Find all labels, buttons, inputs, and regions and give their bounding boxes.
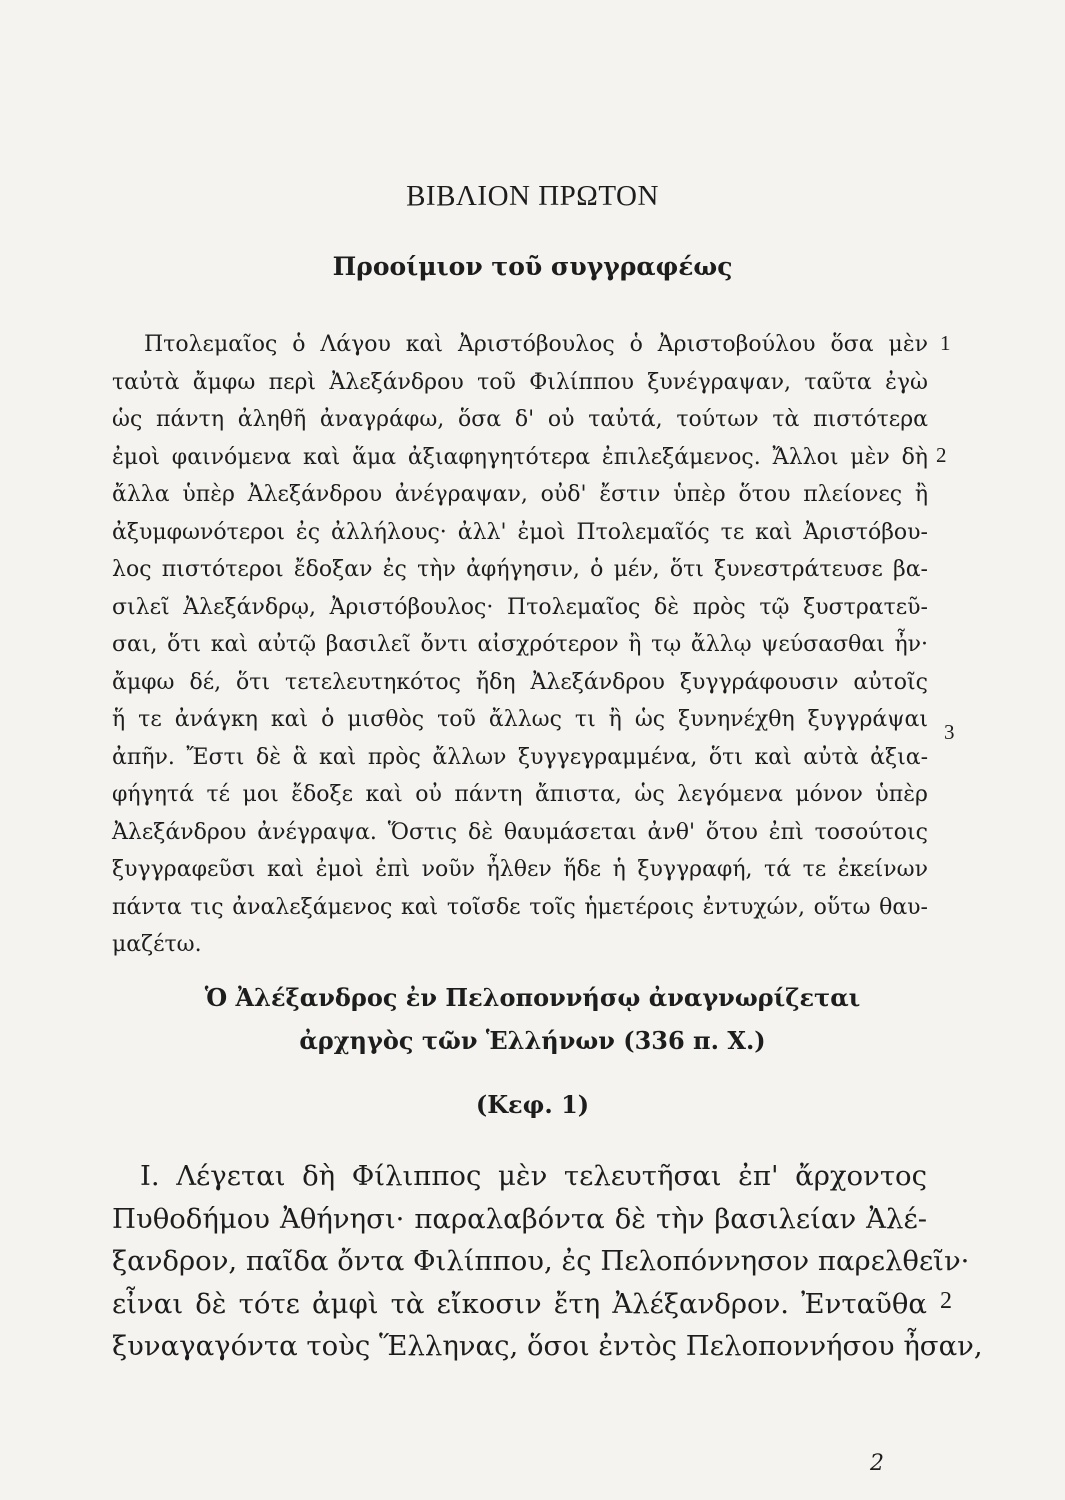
preface-line: Ἀλεξάνδρου ἀνέγραψα. Ὅστις δὲ θαυμάσεται ἀνθ' ὅτου ἐπὶ τοσούτοις bbox=[112, 819, 928, 845]
chapter-text bbox=[112, 1155, 983, 1368]
section-title-line: Ὁ Ἀλέξανδρος ἐν Πελοποννήσῳ ἀναγνωρίζεται bbox=[204, 983, 861, 1012]
margin-number: 2 bbox=[940, 1288, 952, 1314]
preface-line: ἥ τε ἀνάγκη καὶ ὁ μισθὸς τοῦ ἄλλως τι ἢ ὡς ξυνηνέχθη ξυγγράψαι bbox=[112, 707, 928, 732]
preface-line: ἐμοὶ φαινόμενα καὶ ἅμα ἀξιαφηγητότερα ἐπιλεξάμενος. Ἄλλοι μὲν δὴ bbox=[112, 444, 928, 470]
preface-text bbox=[112, 326, 928, 964]
margin-number: 1 bbox=[940, 331, 951, 355]
section-title bbox=[0, 976, 1065, 1062]
chapter-line: ξυναγαγόντα τοὺς Ἕλληνας, ὅσοι ἐντὸς Πελοποννήσου ἦσαν, bbox=[112, 1330, 983, 1363]
chapter-line: ξανδρον, παῖδα ὄντα Φιλίππου, ἐς Πελοπόννησον παρελθεῖν· bbox=[112, 1245, 970, 1278]
chapter-line: εἶναι δὲ τότε ἀμφὶ τὰ εἴκοσιν ἔτη Ἀλέξανδρον. Ἐνταῦθα bbox=[112, 1287, 927, 1320]
preface-line: ἄλλα ὑπὲρ Ἀλεξάνδρου ἀνέγραψαν, οὐδ' ἔστιν ὑπὲρ ὅτου πλείονες ἢ bbox=[112, 482, 928, 507]
preface-line: μαζέτω. bbox=[112, 932, 202, 957]
preface-line: σιλεῖ Ἀλεξάνδρῳ, Ἀριστόβουλος· Πτολεμαῖος δὲ πρὸς τῷ ξυστρατεῦ- bbox=[112, 594, 928, 620]
preface-line: Πτολεμαῖος ὁ Λάγου καὶ Ἀριστόβουλος ὁ Ἀριστοβούλου ὅσα μὲν bbox=[144, 332, 928, 357]
preface-line: ὡς πάντη ἀληθῆ ἀναγράφω, ὅσα δ' οὐ ταὐτά, τούτων τὰ πιστότερα bbox=[112, 407, 928, 432]
preface-line: ἄμφω δέ, ὅτι τετελευτηκότος ἤδη Ἀλεξάνδρου ξυγγράφουσιν αὐτοῖς bbox=[112, 669, 928, 695]
preface-line: φήγητά τέ μοι ἔδοξε καὶ οὐ πάντη ἄπιστα, ὡς λεγόμενα μόνον ὑπὲρ bbox=[112, 782, 928, 807]
preface-line: πάντα τις ἀναλεξάμενος καὶ τοῖσδε τοῖς ἡμετέροις ἐντυχών, οὕτω θαυ- bbox=[112, 894, 928, 920]
preface-line: σαι, ὅτι καὶ αὐτῷ βασιλεῖ ὄντι αἰσχρότερον ἢ τῳ ἄλλῳ ψεύσασθαι ἦν· bbox=[112, 632, 928, 657]
book-title: ΒΙΒΛΙΟΝ ΠΡΩΤΟΝ bbox=[406, 180, 659, 212]
margin-number: 3 bbox=[944, 720, 955, 744]
preface-line: λος πιστότεροι ἔδοξαν ἐς τὴν ἀφήγησιν, ὁ μέν, ὅτι ξυνεστράτευσε βα- bbox=[112, 557, 928, 582]
chapter-label: (Κεφ. 1) bbox=[475, 1090, 590, 1119]
margin-number: 2 bbox=[936, 443, 947, 467]
page-number: 2 bbox=[870, 1451, 884, 1476]
preface-line: ξυγγραφεῦσι καὶ ἐμοὶ ἐπὶ νοῦν ἦλθεν ἥδε ἡ ξυγγραφή, τά τε ἐκείνων bbox=[112, 857, 928, 882]
preface-line: ἀξυμφωνότεροι ἐς ἀλλήλους· ἀλλ' ἐμοὶ Πτολεμαῖός τε καὶ Ἀριστόβου- bbox=[112, 519, 928, 545]
preface-line: ἀπῆν. Ἔστι δὲ ἃ καὶ πρὸς ἄλλων ξυγγεγραμμένα, ὅτι καὶ αὐτὰ ἀξια- bbox=[112, 744, 928, 770]
section-title-line: ἀρχηγὸς τῶν Ἑλλήνων (336 π. Χ.) bbox=[299, 1026, 766, 1055]
preface-line: ταὐτὰ ἄμφω περὶ Ἀλεξάνδρου τοῦ Φιλίππου ξυνέγραψαν, ταῦτα ἐγὼ bbox=[112, 369, 928, 395]
chapter-line: I. Λέγεται δὴ Φίλιππος μὲν τελευτῆσαι ἐπ' ἄρχοντος bbox=[140, 1160, 927, 1192]
chapter-line: Πυθοδήμου Ἀθήνησι· παραλαβόντα δὲ τὴν βασιλείαν Ἀλέ- bbox=[112, 1202, 927, 1235]
preface-title: Προοίμιον τοῦ συγγραφέως bbox=[332, 252, 733, 281]
